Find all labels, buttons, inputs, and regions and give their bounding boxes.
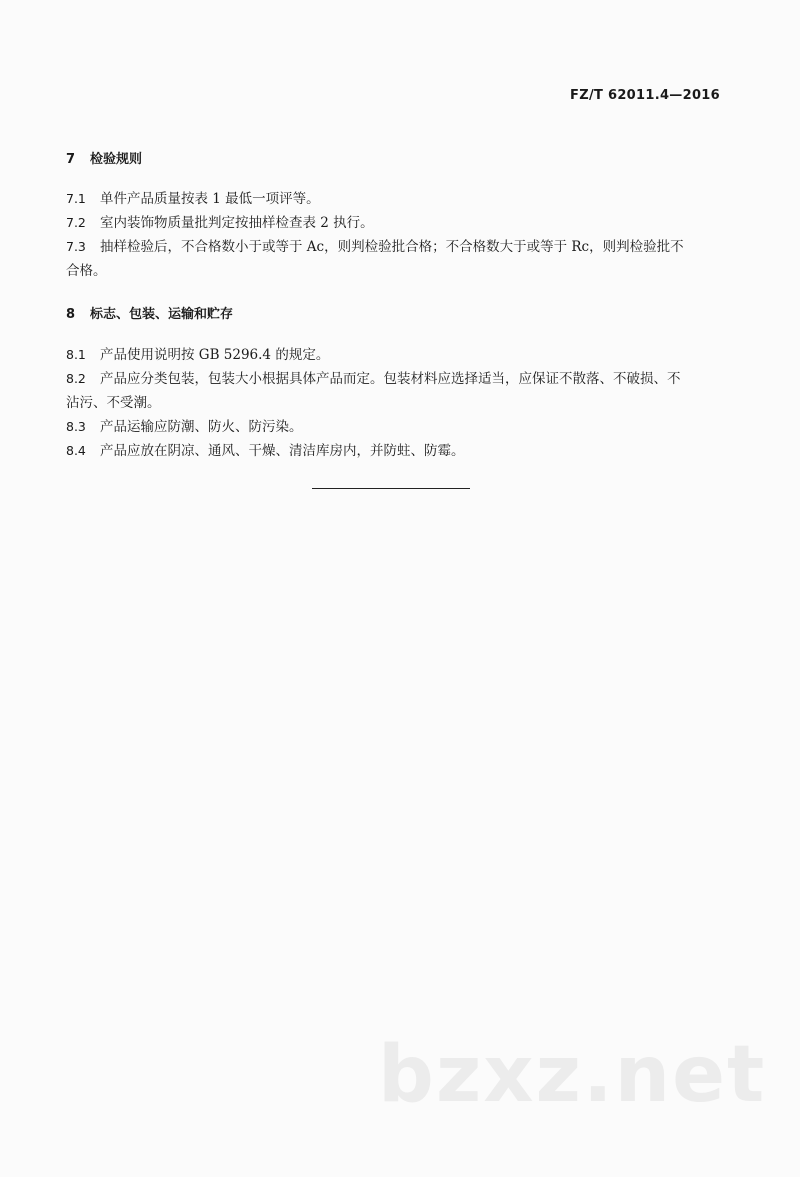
clause-7-3: [66, 235, 726, 283]
clause-text: 产品应分类包装，包装大小根据具体产品而定。包装材料应选择适当，应保证不散落、不破损、不: [100, 371, 681, 387]
clause-7-2: [66, 211, 726, 235]
end-of-document-rule: [312, 488, 470, 489]
section-8-heading: [66, 303, 233, 322]
clause-number: 7.2: [66, 215, 86, 230]
standard-code: FZ/T 62011.4—2016: [570, 88, 720, 103]
clause-8-1: [66, 343, 726, 367]
clause-number: 7.3: [66, 239, 86, 254]
watermark: bzxz.net: [378, 1030, 767, 1120]
clause-number: 7.1: [66, 191, 86, 206]
clause-text-continuation: 合格。: [66, 263, 107, 279]
clause-number: 8.2: [66, 371, 86, 386]
clause-number: 8.4: [66, 443, 86, 458]
section-7-heading: [66, 148, 142, 167]
clause-8-2: [66, 367, 726, 415]
section-8-number: 8: [66, 307, 76, 322]
clause-8-3: [66, 415, 726, 439]
section-7-title: 检验规则: [90, 152, 143, 167]
clause-text: 室内装饰物质量批判定按抽样检查表 2 执行。: [100, 215, 374, 231]
clause-number: 8.1: [66, 347, 86, 362]
section-8-title: 标志、包装、运输和贮存: [90, 307, 234, 322]
clause-text: 抽样检验后，不合格数小于或等于 Ac，则判检验批合格；不合格数大于或等于 Rc，则判检验批不: [100, 239, 684, 255]
clause-text: 单件产品质量按表 1 最低一项评等。: [100, 191, 320, 207]
clause-8-4: [66, 439, 726, 463]
clause-text: 产品运输应防潮、防火、防污染。: [100, 419, 303, 435]
clause-text-continuation: 沾污、不受潮。: [66, 395, 161, 411]
clause-7-1: [66, 187, 726, 211]
section-7-number: 7: [66, 152, 76, 167]
clause-number: 8.3: [66, 419, 86, 434]
clause-text: 产品应放在阴凉、通风、干燥、清洁库房内，并防蛀、防霉。: [100, 443, 465, 459]
clause-text: 产品使用说明按 GB 5296.4 的规定。: [100, 347, 330, 363]
